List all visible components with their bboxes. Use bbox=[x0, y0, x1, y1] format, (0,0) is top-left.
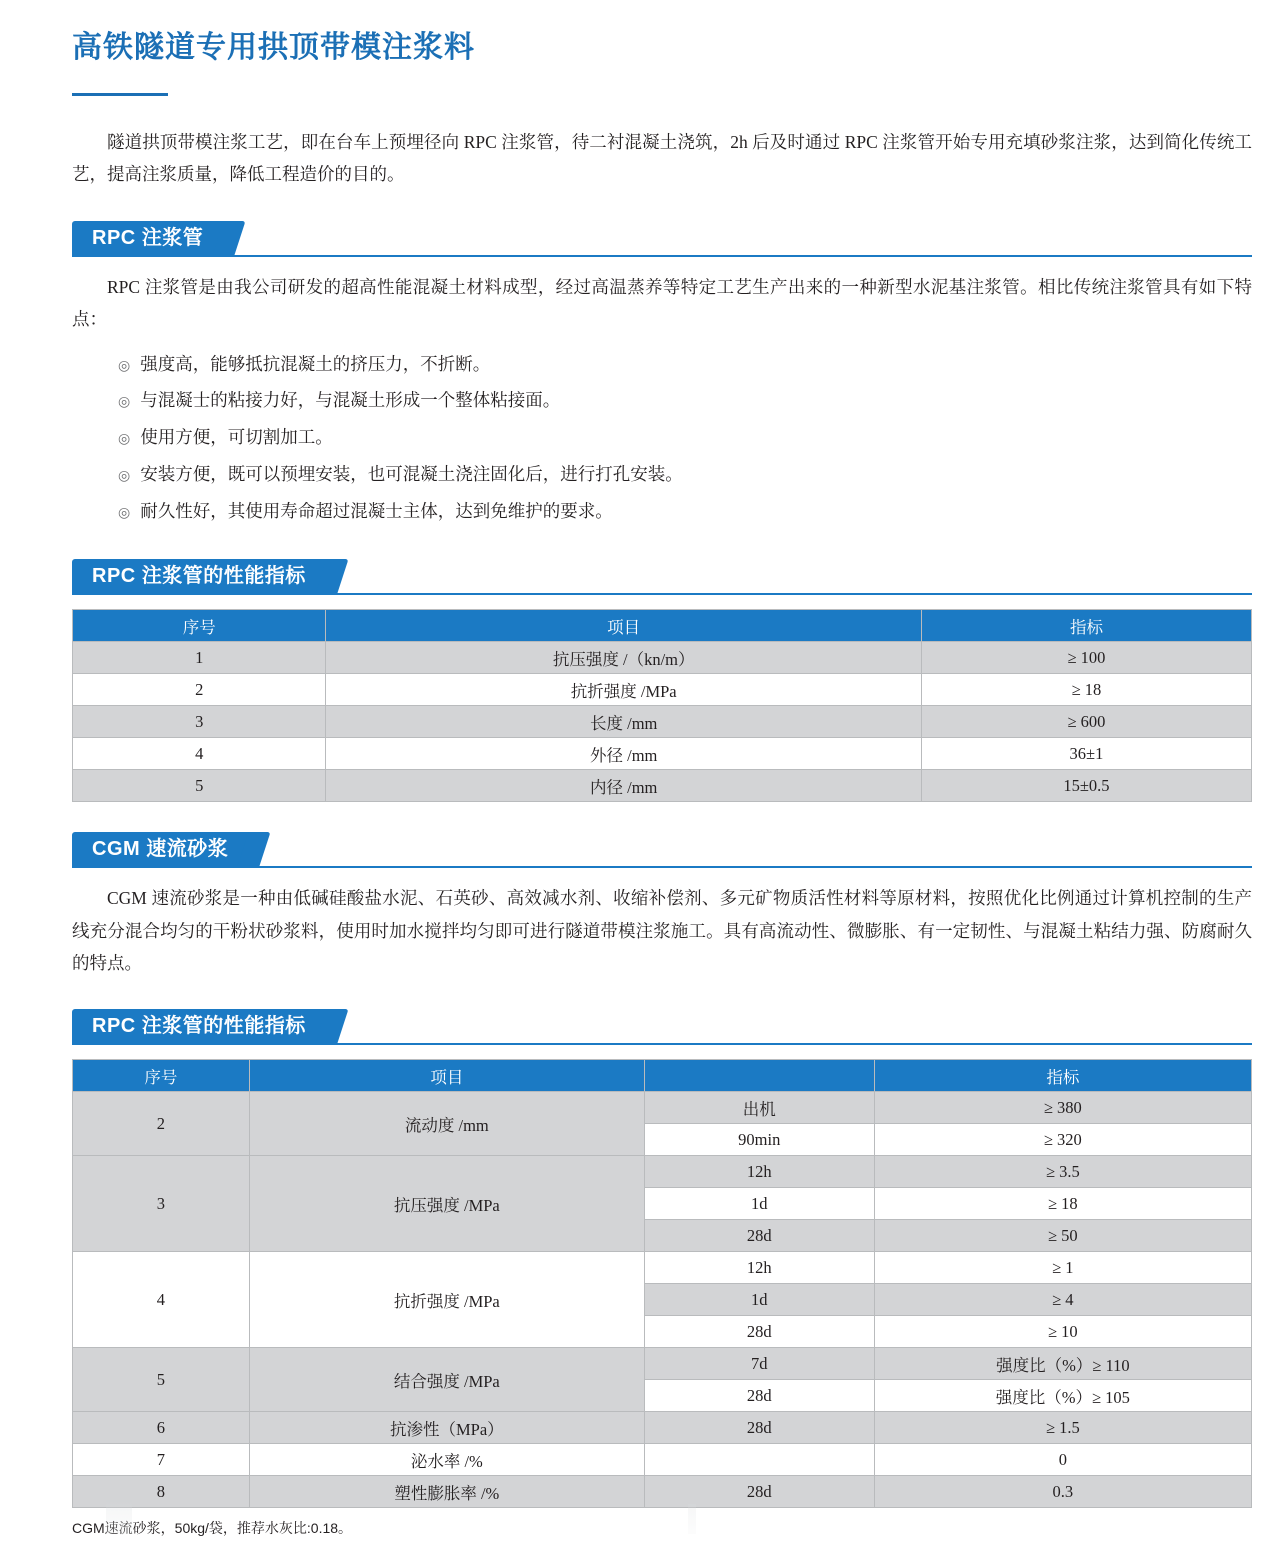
table-header-cell: 序号 bbox=[73, 610, 326, 642]
table-cell-condition: 28d bbox=[644, 1476, 874, 1508]
table-header-row bbox=[73, 1060, 1252, 1092]
table-cell-value: ≥ 1.5 bbox=[874, 1412, 1251, 1444]
table-cell-condition: 7d bbox=[644, 1348, 874, 1380]
table-cell-value: ≥ 3.5 bbox=[874, 1156, 1251, 1188]
table-cell-index: 8 bbox=[73, 1476, 250, 1508]
list-item bbox=[118, 346, 1252, 383]
table-header-cell: 项目 bbox=[249, 1060, 644, 1092]
table-cell-condition: 1d bbox=[644, 1188, 874, 1220]
list-item-label: 安装方便，既可以预埋安装，也可混凝土浇注固化后，进行打孔安装。 bbox=[140, 463, 683, 484]
circle-bullet-icon: ◎ bbox=[118, 505, 131, 521]
table-footnote: CGM速流砂浆，50kg/袋，推荐水灰比:0.18。 bbox=[72, 1520, 353, 1537]
table-cell: 外径 /mm bbox=[326, 738, 921, 770]
table-cell-condition: 1d bbox=[644, 1284, 874, 1316]
table-row bbox=[73, 1156, 1252, 1188]
table-header-cell-blank bbox=[644, 1060, 874, 1092]
table-cell-value: ≥ 10 bbox=[874, 1316, 1251, 1348]
cgm-paragraph: CGM 速流砂浆是一种由低碱硅酸盐水泥、石英砂、高效减水剂、收缩补偿剂、多元矿物质活性材料等原材料，按照优化比例通过计算机控制的生产线充分混合均匀的干粉状砂浆料，使用时加水搅拌均匀即可进行隧道带模注浆施工。具有高流动性、微膨胀、有一定韧性、与混凝土粘结力强、防腐耐久的特点。 bbox=[72, 888, 1252, 973]
table-row bbox=[73, 706, 1252, 738]
page-title: 高铁隧道专用拱顶带模注浆料 bbox=[72, 31, 475, 64]
table-cell-item: 泌水率 /% bbox=[249, 1444, 644, 1476]
table-cell: 15±0.5 bbox=[921, 770, 1251, 802]
list-item-label: 使用方便，可切割加工。 bbox=[140, 427, 333, 447]
table-row bbox=[73, 674, 1252, 706]
section-heading-label: RPC 注浆管的性能指标 bbox=[72, 1009, 332, 1043]
table-cell-value: ≥ 4 bbox=[874, 1284, 1251, 1316]
table-cell-item: 流动度 /mm bbox=[249, 1092, 644, 1156]
table-cell-item: 结合强度 /MPa bbox=[249, 1348, 644, 1412]
table-row bbox=[73, 738, 1252, 770]
table-cell-item: 塑性膨胀率 /% bbox=[249, 1476, 644, 1508]
table-cell-value: 强度比（%）≥ 105 bbox=[874, 1380, 1251, 1412]
table-cell-condition: 90min bbox=[644, 1124, 874, 1156]
rpc-feature-list bbox=[72, 346, 1252, 530]
section-heading-rule bbox=[72, 866, 1252, 868]
table-cell-value: ≥ 1 bbox=[874, 1252, 1251, 1284]
section-heading-label: RPC 注浆管的性能指标 bbox=[72, 559, 332, 593]
table-header-cell: 序号 bbox=[73, 1060, 250, 1092]
circle-bullet-icon: ◎ bbox=[118, 395, 131, 411]
section-heading-rule bbox=[72, 1043, 1252, 1045]
table-cell: ≥ 18 bbox=[921, 674, 1251, 706]
table-cell: 内径 /mm bbox=[326, 770, 921, 802]
table-cell-item: 抗压强度 /MPa bbox=[249, 1156, 644, 1252]
scan-artifact-center bbox=[688, 1504, 696, 1534]
table-row bbox=[73, 1412, 1252, 1444]
table-cell: 36±1 bbox=[921, 738, 1251, 770]
table-cell-value: ≥ 380 bbox=[874, 1092, 1251, 1124]
list-item-label: 与混凝士的粘接力好，与混凝土形成一个整体粘接面。 bbox=[140, 390, 561, 411]
section-heading-rule bbox=[72, 593, 1252, 595]
table-cell-value: ≥ 18 bbox=[874, 1188, 1251, 1220]
table-cell: ≥ 100 bbox=[921, 642, 1251, 674]
list-item bbox=[118, 419, 1252, 456]
rpc-pipe-paragraph: RPC 注浆管是由我公司研发的超高性能混凝土材料成型，经过高温蒸养等特定工艺生产出来的一种新型水泥基注浆管。相比传统注浆管具有如下特点： bbox=[72, 276, 1252, 330]
table-cell: 抗折强度 /MPa bbox=[326, 674, 921, 706]
intro-paragraph: 隧道拱顶带模注浆工艺，即在台车上预埋径向 RPC 注浆管，待二衬混凝土浇筑，2h 后及时通过 RPC 注浆管开始专用充填砂浆注浆，达到简化传统工艺，提高注浆质量，降低工程造价的目的。 bbox=[72, 132, 1252, 185]
title-divider bbox=[72, 93, 168, 96]
table-header-cell: 指标 bbox=[874, 1060, 1251, 1092]
table-cell: 5 bbox=[73, 770, 326, 802]
list-item bbox=[118, 382, 1252, 419]
table-cell: 4 bbox=[73, 738, 326, 770]
circle-bullet-icon: ◎ bbox=[118, 358, 131, 374]
circle-bullet-icon: ◎ bbox=[118, 432, 131, 447]
table-cell-item: 抗折强度 /MPa bbox=[249, 1252, 644, 1348]
table-header-cell: 项目 bbox=[326, 610, 921, 642]
rpc-spec-table bbox=[72, 609, 1252, 802]
table-cell-index: 6 bbox=[73, 1412, 250, 1444]
table-cell: ≥ 600 bbox=[921, 706, 1251, 738]
table-cell-condition: 出机 bbox=[644, 1092, 874, 1124]
table-cell-index: 2 bbox=[73, 1092, 250, 1156]
table-cell-condition bbox=[644, 1444, 874, 1476]
table-row bbox=[73, 770, 1252, 802]
table-row bbox=[73, 1476, 1252, 1508]
section-heading-rule bbox=[72, 255, 1252, 257]
list-item bbox=[118, 493, 1252, 530]
table-cell-item: 抗渗性（MPa） bbox=[249, 1412, 644, 1444]
table-cell-value: ≥ 50 bbox=[874, 1220, 1251, 1252]
table-row bbox=[73, 1092, 1252, 1124]
table-cell-index: 4 bbox=[73, 1252, 250, 1348]
section-heading-rpc-specs bbox=[72, 559, 1252, 595]
table-cell-value: 强度比（%）≥ 110 bbox=[874, 1348, 1251, 1380]
table-row bbox=[73, 1252, 1252, 1284]
table-cell: 1 bbox=[73, 642, 326, 674]
list-item-label: 强度高，能够抵抗混凝土的挤压力，不折断。 bbox=[140, 353, 491, 374]
table-row bbox=[73, 1444, 1252, 1476]
table-cell: 3 bbox=[73, 706, 326, 738]
cgm-spec-table bbox=[72, 1059, 1252, 1508]
table-cell-condition: 28d bbox=[644, 1220, 874, 1252]
table-cell: 长度 /mm bbox=[326, 706, 921, 738]
table-cell: 2 bbox=[73, 674, 326, 706]
table-cell-value: ≥ 320 bbox=[874, 1124, 1251, 1156]
table-cell-condition: 28d bbox=[644, 1412, 874, 1444]
table-row bbox=[73, 1348, 1252, 1380]
table-header-cell: 指标 bbox=[921, 610, 1251, 642]
list-item bbox=[118, 456, 1252, 493]
table-cell-condition: 12h bbox=[644, 1156, 874, 1188]
table-cell-condition: 28d bbox=[644, 1380, 874, 1412]
table-cell-index: 5 bbox=[73, 1348, 250, 1412]
table-row bbox=[73, 642, 1252, 674]
table-cell-index: 7 bbox=[73, 1444, 250, 1476]
table-cell-value: 0.3 bbox=[874, 1476, 1251, 1508]
section-heading-label: RPC 注浆管 bbox=[72, 221, 229, 255]
table-header-row bbox=[73, 610, 1252, 642]
section-heading-rpc-pipe bbox=[72, 221, 1252, 257]
table-cell-value: 0 bbox=[874, 1444, 1251, 1476]
section-heading-label: CGM 速流砂浆 bbox=[72, 832, 254, 866]
scan-artifact-left bbox=[106, 1500, 132, 1534]
table-cell-condition: 28d bbox=[644, 1316, 874, 1348]
circle-bullet-icon: ◎ bbox=[118, 468, 131, 484]
table-cell-condition: 12h bbox=[644, 1252, 874, 1284]
section-heading-cgm-specs bbox=[72, 1009, 1252, 1045]
table-cell-index: 3 bbox=[73, 1156, 250, 1252]
list-item-label: 耐久性好，其使用寿命超过混凝士主体，达到免维护的要求。 bbox=[140, 500, 613, 521]
section-heading-cgm-mortar bbox=[72, 832, 1252, 868]
table-cell: 抗压强度 /（kn/m） bbox=[326, 642, 921, 674]
